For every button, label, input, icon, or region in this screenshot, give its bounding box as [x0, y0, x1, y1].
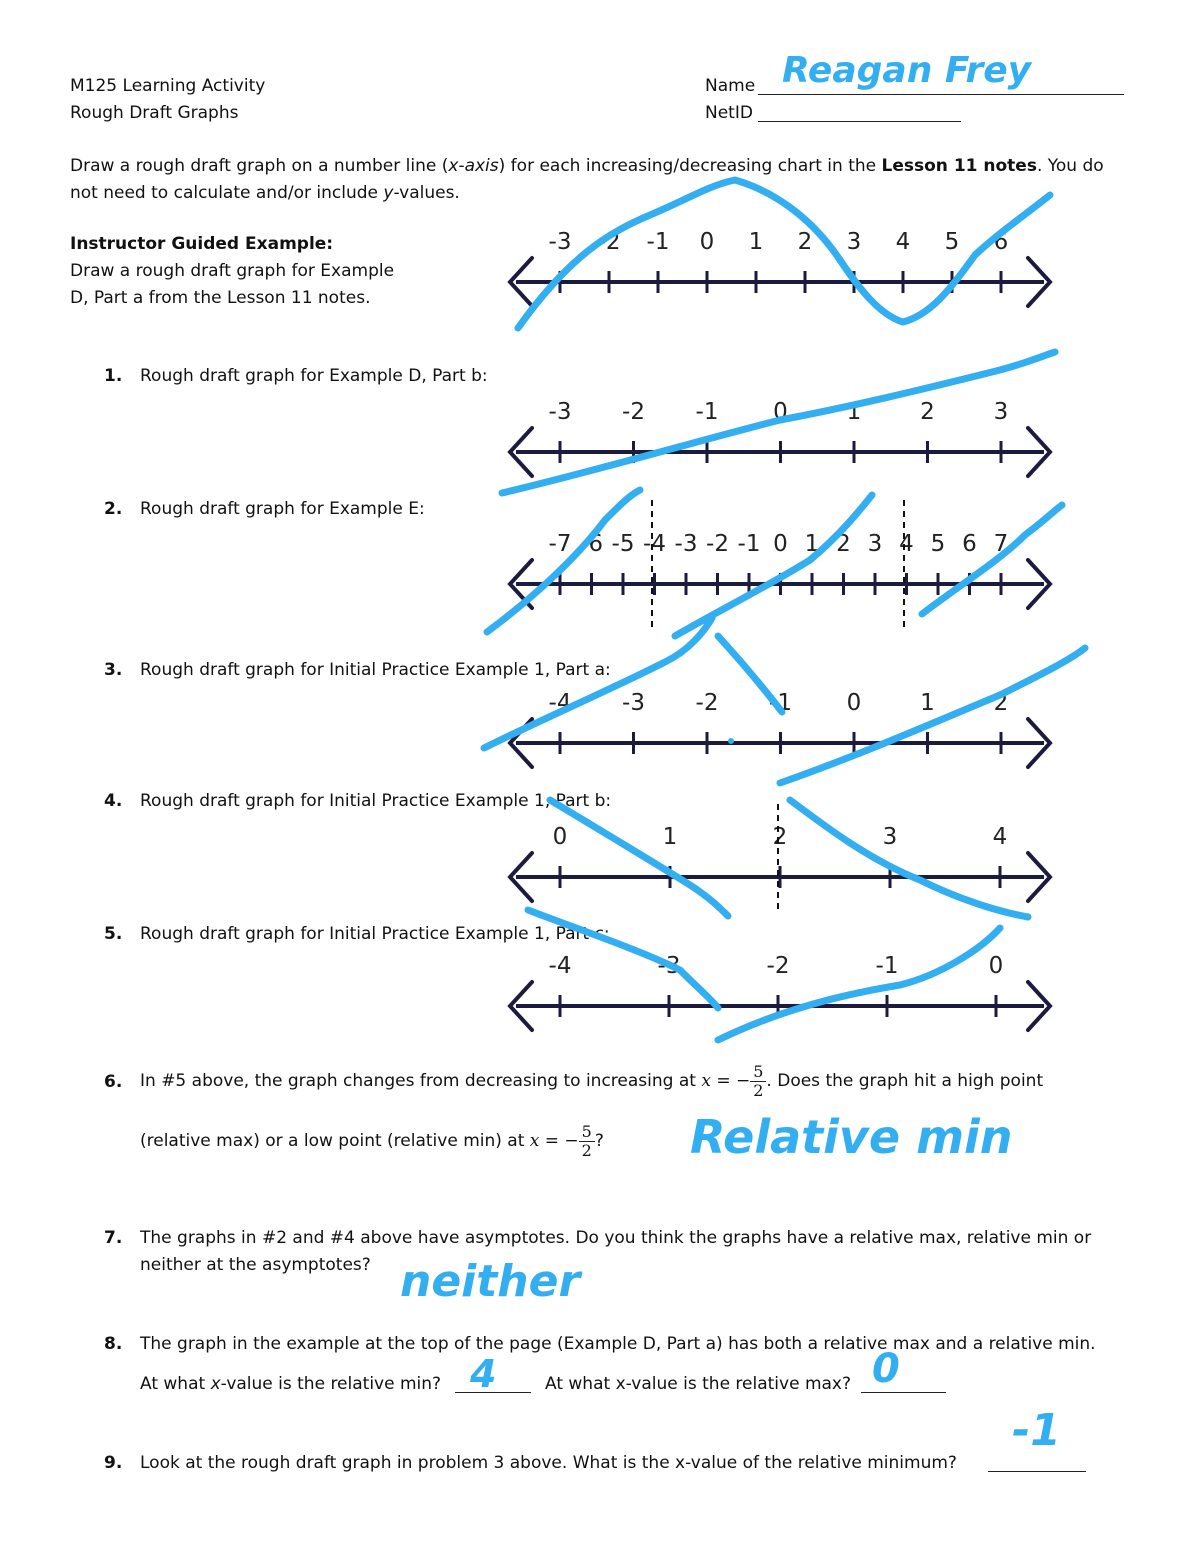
tick-label: 3	[846, 229, 862, 255]
tick-label: -1	[875, 953, 899, 979]
number-line-5	[510, 953, 1050, 1030]
tick-label: 1	[846, 399, 862, 425]
example-line-1: Draw a rough draft graph for Example	[70, 261, 395, 281]
pen-stroke-q2-a	[487, 490, 640, 632]
tick-label: 2	[797, 229, 813, 255]
tick-label: -2	[597, 229, 621, 255]
number-line-3	[510, 690, 1050, 767]
netid-label: NetID	[705, 103, 753, 123]
tick-label: 3	[882, 824, 898, 850]
tick-label: -1	[769, 690, 792, 716]
q8-min-handwriting: 4	[470, 1352, 497, 1396]
tick-label: 5	[944, 229, 960, 255]
tick-label: -3	[657, 953, 681, 979]
q1-number: 1.	[104, 366, 123, 386]
pen-stroke-q4-b	[790, 800, 1028, 917]
tick-label: -3	[548, 229, 572, 255]
tick-label: 2	[920, 399, 935, 425]
q4-text: Rough draft graph for Initial Practice Example 1, Part b:	[140, 791, 612, 811]
q6-line-1: In #5 above, the graph changes from decreasing to increasing at x = − $\frac{5}{2}$ . Does the graph hit a high point	[140, 1061, 1044, 1100]
tick-label: 0	[552, 824, 568, 850]
q1-text: Rough draft graph for Example D, Part b:	[140, 366, 488, 386]
q3-number: 3.	[104, 660, 123, 680]
q2-number: 2.	[104, 499, 123, 519]
q7-line-2: neither at the asymptotes?	[140, 1255, 371, 1275]
q6-answer-handwriting: Relative min	[690, 1110, 1013, 1164]
q8-line-2c: At what x-value is the relative max?	[545, 1374, 852, 1394]
tick-label: -1	[695, 399, 719, 425]
course-title: M125 Learning Activity	[70, 76, 266, 96]
number-lines	[510, 229, 1050, 1030]
pen-dot-q3	[728, 738, 734, 744]
name-handwriting: Reagan Frey	[782, 50, 1032, 91]
pen-stroke-q2-b	[675, 495, 872, 636]
name-label: Name	[705, 76, 756, 96]
tick-label: 0	[846, 690, 862, 716]
tick-label: 6	[962, 531, 977, 557]
tick-label: 2	[836, 531, 851, 557]
activity-title: Rough Draft Graphs	[70, 103, 239, 123]
q7-line-1: The graphs in #2 and #4 above have asymptotes. Do you think the graphs have a relative max, relative min or	[140, 1228, 1092, 1248]
q9-answer-handwriting: -1	[1012, 1405, 1061, 1456]
tick-label: 0	[988, 953, 1004, 979]
handwritten-graphs	[484, 180, 1085, 1040]
number-line-1	[510, 399, 1050, 476]
intro-line-1: Draw a rough draft graph on a number line (x-axis) for each increasing/decreasing chart in the Lesson 11 notes. You do	[70, 156, 1104, 176]
tick-label: 0	[773, 531, 788, 557]
tick-label: -6	[580, 531, 603, 557]
q5-number: 5.	[104, 924, 123, 944]
q3-text: Rough draft graph for Initial Practice Example 1, Part a:	[140, 660, 611, 680]
tick-label: 1	[748, 229, 764, 255]
number-line-4	[510, 824, 1050, 901]
pen-stroke-q4-a	[550, 800, 728, 916]
q8-number: 8.	[104, 1334, 123, 1354]
tick-label: -4	[643, 531, 666, 557]
tick-label: -7	[548, 531, 572, 557]
pen-stroke-q3-b	[718, 636, 782, 712]
tick-label: -2	[622, 399, 645, 425]
tick-label: -3	[674, 531, 698, 557]
tick-label: -2	[766, 953, 790, 979]
tick-label: 3	[993, 399, 1009, 425]
q6-number: 6.	[104, 1072, 123, 1092]
tick-label: 4	[992, 824, 1008, 850]
q2-text: Rough draft graph for Example E:	[140, 499, 425, 519]
tick-label: 6	[993, 229, 1009, 255]
example-line-2: D, Part a from the Lesson 11 notes.	[70, 288, 371, 308]
q5-text: Rough draft graph for Initial Practice Example 1, Part c:	[140, 924, 610, 944]
tick-label: -4	[548, 690, 572, 716]
tick-label: 0	[699, 229, 715, 255]
q9-number: 9.	[104, 1453, 123, 1473]
tick-label: -4	[548, 953, 572, 979]
q8-line-2a: At what x-value is the relative min?	[140, 1374, 442, 1394]
q6-line-2: (relative max) or a low point (relative min) at x = − $\frac{5}{2}$ ?	[140, 1121, 604, 1160]
tick-label: -3	[548, 399, 572, 425]
tick-label: -2	[706, 531, 729, 557]
tick-label: -1	[646, 229, 670, 255]
tick-label: 7	[993, 531, 1009, 557]
q6-fraction-1: $\frac{5}{2}$	[750, 1063, 766, 1099]
q4-number: 4.	[104, 791, 123, 811]
tick-label: -1	[737, 531, 761, 557]
tick-label: 1	[804, 531, 820, 557]
tick-label: 2	[772, 824, 788, 850]
tick-label: -3	[622, 690, 645, 716]
tick-label: 5	[930, 531, 946, 557]
pen-stroke-q2-c	[922, 505, 1062, 614]
tick-label: -5	[611, 531, 635, 557]
q7-answer-handwriting: neither	[400, 1256, 581, 1307]
example-heading: Instructor Guided Example:	[70, 234, 334, 254]
tick-label: 1	[920, 690, 935, 716]
tick-label: -2	[695, 690, 719, 716]
q9-text: Look at the rough draft graph in problem 3 above. What is the x-value of the relative minimum?	[140, 1453, 957, 1473]
q8-max-handwriting: 0	[872, 1346, 900, 1392]
tick-label: 1	[662, 824, 678, 850]
tick-label: 0	[773, 399, 788, 425]
q7-number: 7.	[104, 1228, 123, 1248]
tick-label: 3	[867, 531, 883, 557]
tick-label: 4	[899, 531, 914, 557]
pen-stroke-q5-b	[718, 928, 1000, 1040]
tick-label: 2	[993, 690, 1009, 716]
q6-fraction-2: $\frac{5}{2}$	[579, 1123, 595, 1159]
tick-label: 4	[895, 229, 911, 255]
q8-line-1: The graph in the example at the top of the page (Example D, Part a) has both a relative max and a relative min.	[140, 1334, 1096, 1354]
intro-line-2: not need to calculate and/or include y-values.	[70, 183, 460, 203]
pen-stroke-q1	[502, 352, 1055, 493]
